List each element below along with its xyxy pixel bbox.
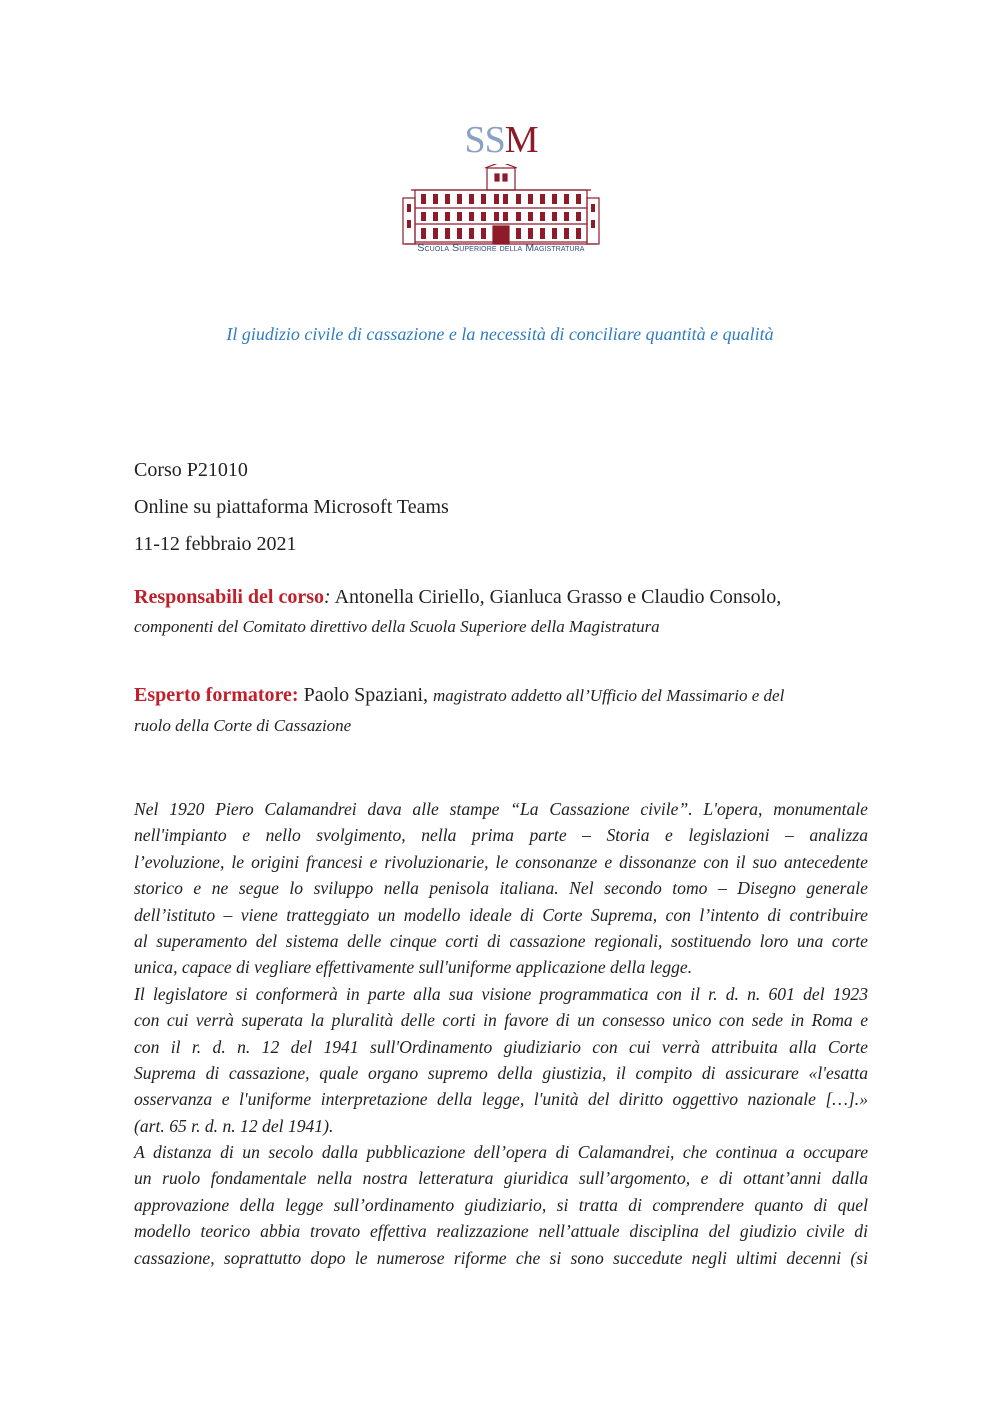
course-code: Corso P21010 (134, 459, 248, 481)
body-line: nell'impianto e nello svolgimento, nella prima parte – Storia e legislazioni – analizza (134, 825, 868, 846)
body-line: A distanza di un secolo dalla pubblicazione dell’opera di Calamandrei, che continua a occupare (134, 1142, 868, 1163)
body-line: un ruolo fondamentale nella nostra letteratura giuridica sull’argomento, e di ottant’anni dalla (134, 1168, 868, 1189)
body-line: unica, capace di vegliare effettivamente sull'uniforme applicazione della legge. (134, 957, 693, 978)
body-line: Il legislatore si conformerà in parte alla sua visione programmatica con il r. d. n. 601 del 1923 (134, 983, 868, 1004)
course-place: Online su piattaforma Microsoft Teams (134, 496, 449, 518)
body-line: approvazione della legge sull’ordinamento giudiziario, si tratta di comprendere quanto di quel (134, 1194, 868, 1215)
body-text (134, 796, 868, 1271)
document-title: Il giudizio civile di cassazione e la necessità di conciliare quantità e qualità (226, 324, 774, 344)
body-line: cassazione, soprattutto dopo le numerose riforme che si sono succedute negli ultimi decenni (si (134, 1247, 868, 1268)
body-line: modello teorico abbia trovato effettiva realizzazione nell’attuale disciplina del giudizio civile di (134, 1221, 868, 1242)
logo-caption: Scuola Superiore della Magistratura (417, 242, 585, 254)
logo-abbreviation (395, 120, 607, 160)
esperto-label: Esperto formatore: (134, 684, 299, 706)
body-line: (art. 65 r. d. n. 12 del 1941). (134, 1115, 334, 1136)
body-line: con cui verrà superata la pluralità delle corti in favore di un consesso unico con sede in Roma e (134, 1010, 868, 1031)
course-date: 11-12 febbraio 2021 (134, 533, 297, 555)
body-line: al superamento del sistema delle cinque corti di cassazione regionali, sostituendo loro una corte (134, 930, 868, 951)
logo-letter-s2: S (484, 119, 505, 161)
body-line: Nel 1920 Piero Calamandrei dava alle stampe “La Cassazione civile”. L'opera, monumentale (134, 799, 868, 819)
logo-letter-s1: S (464, 119, 485, 161)
responsabili-role: componenti del Comitato direttivo della Scuola Superiore della Magistratura (134, 617, 660, 636)
logo-letter-m: M (504, 119, 538, 161)
responsabili-names: Antonella Ciriello, Gianluca Grasso e Claudio Consolo, (330, 586, 782, 608)
palace-building-icon (401, 164, 601, 250)
responsabili-separator: : (324, 586, 331, 608)
ssm-logo (395, 118, 607, 260)
body-line: storico e ne segue lo sviluppo nella penisola italiana. Nel secondo tomo – Disegno generale (134, 878, 868, 899)
body-line: con il r. d. n. 12 del 1941 sull'Ordinamento giudiziario con cui verrà attribuita alla Corte (134, 1036, 868, 1057)
body-line: dell’istituto – viene tratteggiato un modello ideale di Corte Suprema, con l’intento di contribuire (134, 904, 868, 925)
esperto-role-1: magistrato addetto all’Ufficio del Massimario e del (433, 686, 785, 705)
esperto-name: Paolo Spaziani, (298, 684, 434, 706)
body-line: l’evoluzione, le origini francesi e rivoluzionarie, le consonanze e dissonanze con il suo antecedente (134, 851, 868, 872)
body-line: osservanza e l'uniforme interpretazione della legge, l'unità del diritto oggettivo nazionale […].» (134, 1089, 868, 1110)
responsabili-line (134, 586, 781, 609)
esperto-line (134, 684, 784, 707)
body-line: Suprema di cassazione, quale organo supremo della giustizia, il compito di assicurare «l'esatta (134, 1062, 868, 1083)
responsabili-label: Responsabili del corso (134, 586, 325, 608)
esperto-role-2: ruolo della Corte di Cassazione (134, 716, 352, 735)
